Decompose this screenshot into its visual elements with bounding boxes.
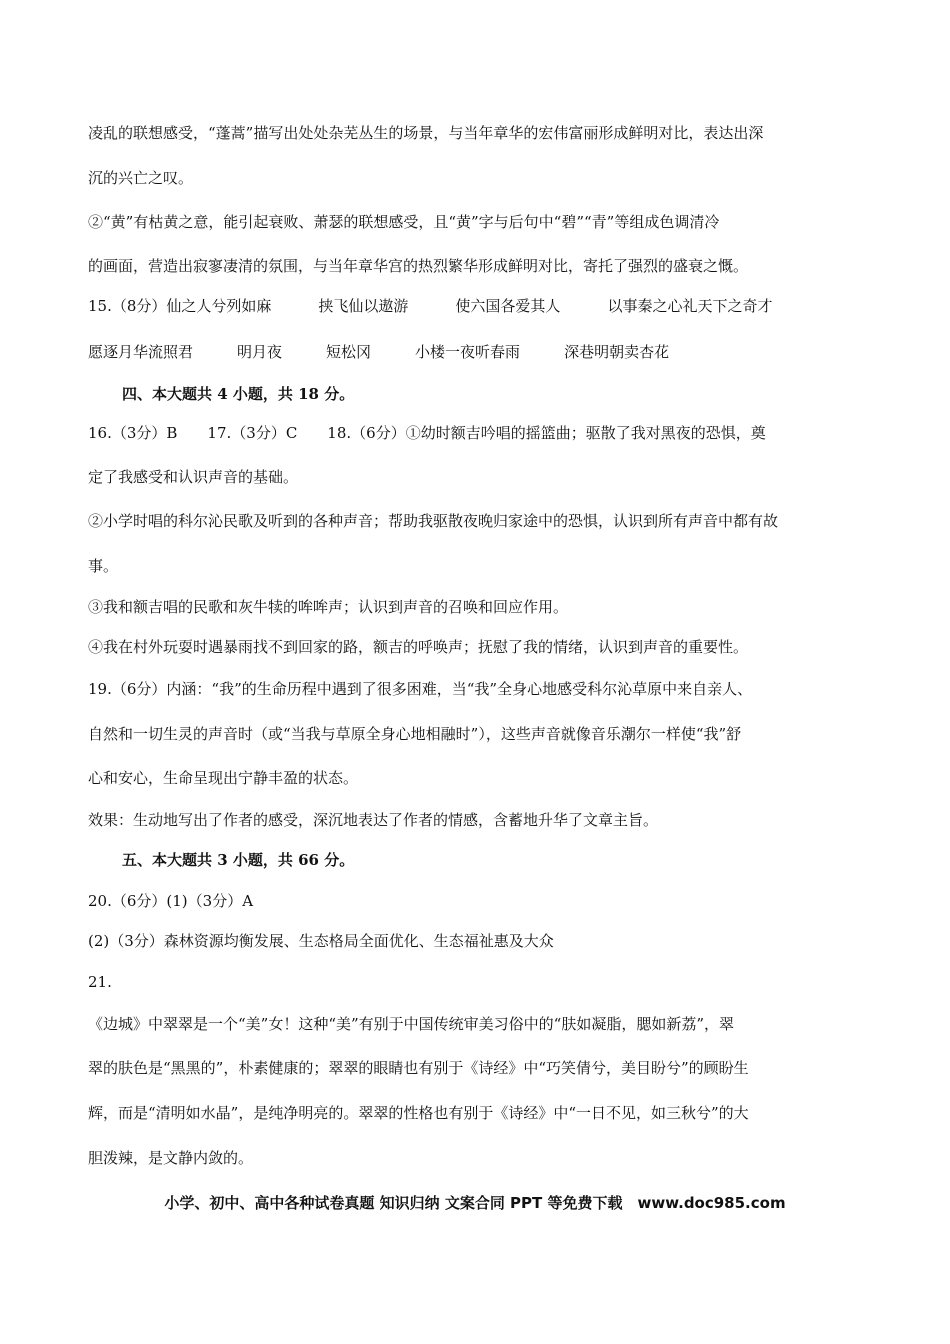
paragraph-line: (2)（3分）森林资源均衡发展、生态格局全面优化、生态福祉惠及大众 bbox=[88, 932, 554, 950]
paragraph-line: 定了我感受和认识声音的基础。 bbox=[88, 468, 299, 486]
q15-prefix: 15.（8分）仙之人兮列如麻 bbox=[88, 297, 272, 315]
section-5-heading: 五、本大题共 3 小题，共 66 分。 bbox=[122, 851, 355, 869]
paragraph-line: ③我和额吉唱的民歌和灰牛犊的哞哞声；认识到声音的召唤和回应作用。 bbox=[88, 598, 569, 616]
paragraph-line: ④我在村外玩耍时遇暴雨找不到回家的路，额吉的呼唤声；抚慰了我的情绪，认识到声音的重要性。 bbox=[88, 638, 749, 656]
footer-banner: 小学、初中、高中各种试卷真题 知识归纳 文案合同 PPT 等免费下载 www.doc985.com bbox=[164, 1194, 786, 1212]
q15-answer: 愿逐月华流照君 bbox=[88, 343, 194, 361]
q15-answer: 深巷明朝卖杏花 bbox=[564, 343, 670, 361]
paragraph-line: 辉，而是“清明如水晶”，是纯净明亮的。翠翠的性格也有别于《诗经》中“一日不见，如三秋兮”的大 bbox=[88, 1104, 749, 1122]
q15-answer: 小楼一夜听春雨 bbox=[415, 343, 521, 361]
q15-answer: 挟飞仙以遨游 bbox=[318, 297, 409, 315]
q15-answer: 以事秦之心礼天下之奇才 bbox=[607, 297, 773, 315]
paragraph-line: 胆泼辣，是文静内敛的。 bbox=[88, 1149, 254, 1167]
paragraph-line: 翠的肤色是“黑黑的”，朴素健康的；翠翠的眼睛也有别于《诗经》中“巧笑倩兮，美目盼兮”的顾盼生 bbox=[88, 1059, 749, 1077]
paragraph-line: ②小学时唱的科尔沁民歌及听到的各种声音；帮助我驱散夜晚归家途中的恐惧，认识到所有声音中都有故 bbox=[88, 512, 779, 530]
paragraph-line: 效果：生动地写出了作者的感受，深沉地表达了作者的情感，含蓄地升华了文章主旨。 bbox=[88, 811, 659, 829]
paragraph-line: 自然和一切生灵的声音时（或“当我与草原全身心地相融时”），这些声音就像音乐潮尔一样使“我”舒 bbox=[88, 725, 742, 743]
question-19-line: 19.（6分）内涵：“我”的生命历程中遇到了很多困难，当“我”全身心地感受科尔沁草原中来自亲人、 bbox=[88, 680, 753, 698]
q15-answer: 短松冈 bbox=[326, 343, 372, 361]
question-16-18-line: 16.（3分）B 17.（3分）C 18.（6分）①幼时额吉吟唱的摇篮曲；驱散了我对黑夜的恐惧，奠 bbox=[88, 424, 766, 442]
question-15-line-1 bbox=[88, 296, 772, 316]
paragraph-line: 心和安心，生命呈现出宁静丰盈的状态。 bbox=[88, 769, 359, 787]
question-21-number: 21. bbox=[88, 973, 112, 991]
paragraph-line: ②“黄”有枯黄之意，能引起衰败、萧瑟的联想感受，且“黄”字与后句中“碧”“青”等组成色调清冷 bbox=[88, 213, 720, 231]
question-15-line-2 bbox=[88, 342, 669, 362]
q15-answer: 明月夜 bbox=[237, 343, 283, 361]
q15-answer: 使六国各爱其人 bbox=[455, 297, 561, 315]
paragraph-line: 凌乱的联想感受，“蓬蒿”描写出处处杂芜丛生的场景，与当年章华的宏伟富丽形成鲜明对比，表达出深 bbox=[88, 124, 764, 142]
paragraph-line: 《边城》中翠翠是一个“美”女！这种“美”有别于中国传统审美习俗中的“肤如凝脂，腮如新荔”，翠 bbox=[88, 1015, 735, 1033]
section-4-heading: 四、本大题共 4 小题，共 18 分。 bbox=[122, 385, 355, 403]
paragraph-line: 沉的兴亡之叹。 bbox=[88, 169, 194, 187]
paragraph-line: 的画面，营造出寂寥凄清的氛围，与当年章华宫的热烈繁华形成鲜明对比，寄托了强烈的盛衰之慨。 bbox=[88, 257, 749, 275]
question-20-line: 20.（6分）(1)（3分）A bbox=[88, 892, 254, 910]
paragraph-line: 事。 bbox=[88, 557, 119, 575]
